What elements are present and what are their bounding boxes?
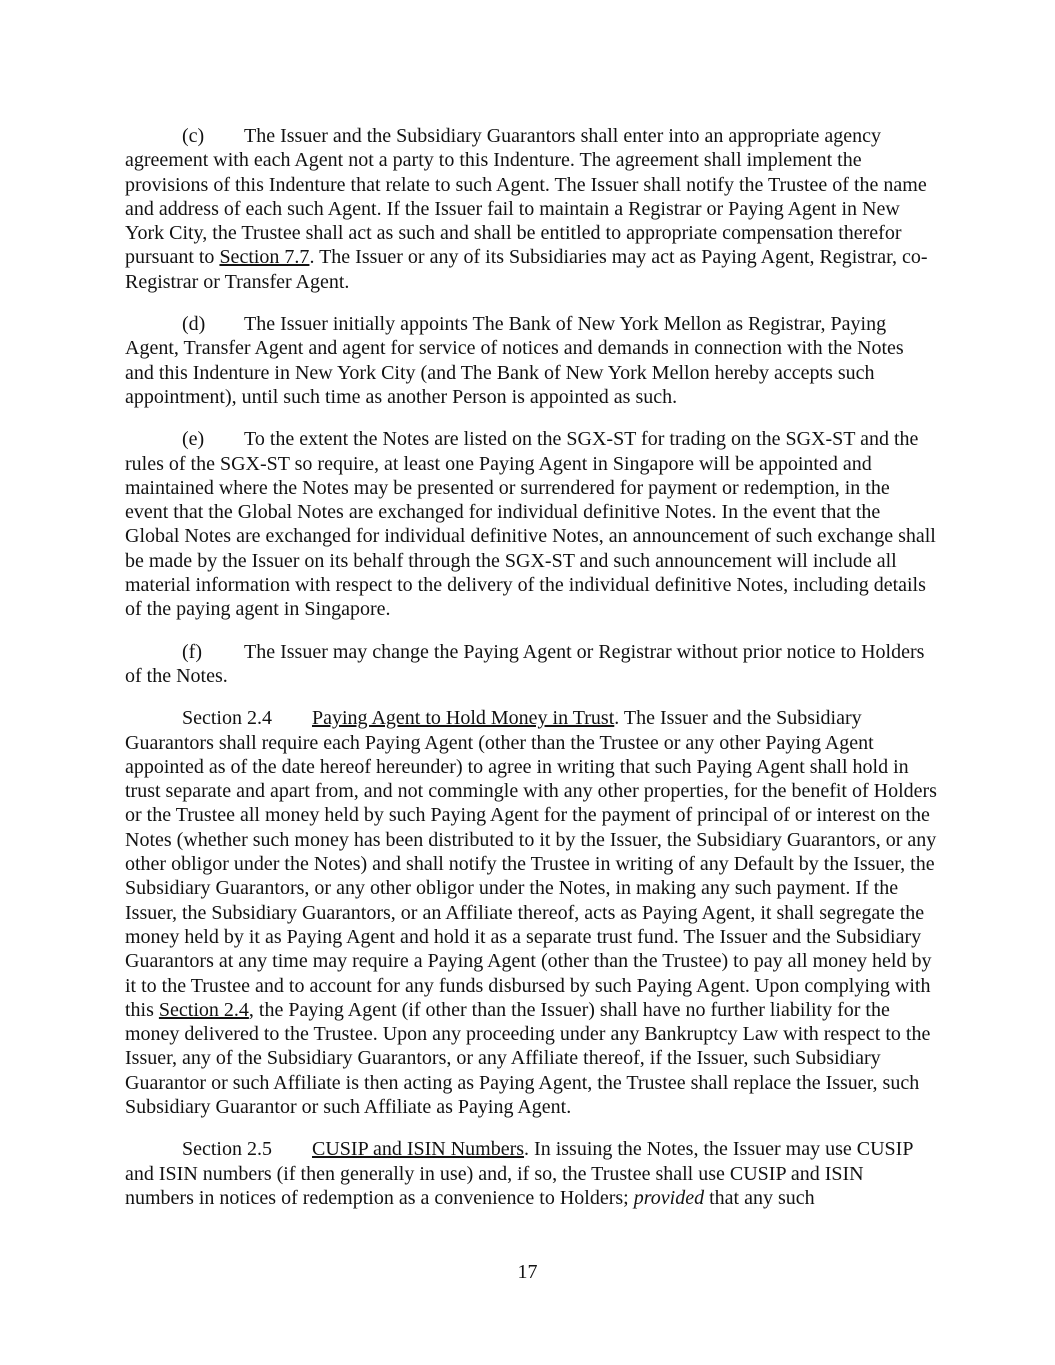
page-number: 17 bbox=[517, 1261, 538, 1283]
section-number-label: Section 2.4 bbox=[182, 707, 272, 730]
text-run: The Issuer initially appoints The Bank of New York Mellon as Registrar, Paying Agent, Transfer Agent and agent for service of notices and demands in connection with the Notes and this Indenture in New York City (and The Bank of New York Mellon hereby accepts such appointment), until such time as another Person is appointed as such. bbox=[125, 313, 904, 408]
text-run: To the extent the Notes are listed on the SGX-ST for trading on the SGX-ST and the rules of the SGX-ST so require, at least one Paying Agent in Singapore will be appointed and maintained where the Notes may be presented or surrendered for payment or redemption, in the event that the Global Notes are exchanged for individual definitive Notes. In the event that the Global Notes are exchanged for individual definitive Notes, an announcement of such exchange shall be made by the Issuer on its behalf through the SGX-ST and such announcement will include all material information with respect to the delivery of the individual definitive Notes, including details of the paying agent in Singapore. bbox=[125, 428, 936, 621]
paragraph-f bbox=[125, 640, 937, 689]
text-run: The Issuer and the Subsidiary Guarantors shall enter into an appropriate agency agreement with each Agent not a party to this Indenture. The agreement shall implement the provisions of this Indenture that relate to such Agent. The Issuer shall notify the Trustee of the name and address of each such Agent. If the Issuer fail to maintain a Registrar or Paying Agent in New York City, the Trustee shall act as such and shall be entitled to appropriate compensation therefor pursuant to bbox=[125, 125, 927, 269]
paragraph-label: (d) bbox=[182, 313, 206, 336]
text-run: . The Issuer or any of its Subsidiaries may act as Paying Agent, Registrar, co-Registrar or Transfer Agent. bbox=[125, 246, 928, 293]
text-run: that any such bbox=[704, 1186, 815, 1209]
page-content bbox=[125, 124, 937, 1210]
paragraph-d bbox=[125, 312, 937, 409]
paragraph-label: (f) bbox=[182, 640, 202, 663]
page-footer bbox=[0, 1260, 1055, 1284]
paragraph-label: (e) bbox=[182, 428, 205, 451]
section-number-label: Section 2.5 bbox=[182, 1138, 272, 1161]
text-run: . In issuing the Notes, the Issuer may use CUSIP and ISIN numbers (if then generally in use) and, if so, the Trustee shall use CUSIP and ISIN numbers in notices of redemption as a convenience to Holders; bbox=[125, 1138, 913, 1209]
paragraph-e bbox=[125, 427, 937, 621]
section-2-5-paragraph bbox=[125, 1137, 937, 1210]
section-reference: Section 2.4 bbox=[158, 998, 249, 1021]
paragraph-c bbox=[125, 124, 937, 294]
text-run: , the Paying Agent (if other than the Issuer) shall have no further liability for the money delivered to the Trustee. Upon any proceeding under any Bankruptcy Law with respect to the Issuer, any of the Subsidiary Guarantors, or any Affiliate thereof, if the Issuer, such Subsidiary Guarantor or such Affiliate is then acting as Paying Agent, the Trustee shall replace the Issuer, such Subsidiary Guarantor or such Affiliate as Paying Agent. bbox=[125, 998, 931, 1118]
text-run: The Issuer may change the Paying Agent or Registrar without prior notice to Holders of the Notes. bbox=[125, 640, 925, 687]
section-heading: CUSIP and ISIN Numbers bbox=[312, 1138, 525, 1161]
section-2-4-paragraph bbox=[125, 706, 937, 1119]
section-heading: Paying Agent to Hold Money in Trust bbox=[312, 707, 615, 730]
section-reference: Section 7.7 bbox=[219, 246, 310, 269]
italic-term: provided bbox=[633, 1186, 705, 1209]
paragraph-label: (c) bbox=[182, 125, 205, 147]
text-run: . The Issuer and the Subsidiary Guarantors shall require each Paying Agent (other than the Trustee or any other Paying Agent appointed as of the date hereof hereunder) to agree in writing that such Paying Agent shall hold in trust separate and apart from, and not commingle with any other properties, for the benefit of Holders or the Trustee all money held by such Paying Agent for the payment of principal of or interest on the Notes (whether such money has been distributed to it by the Issuer, the Subsidiary Guarantors, or any other obligor under the Notes) and shall notify the Trustee in writing of any Default by the Issuer, the Subsidiary Guarantors, or any other obligor under the Notes, in making any such payment. If the Issuer, the Subsidiary Guarantors, or an Affiliate thereof, acts as Paying Agent, it shall segregate the money held by it as Paying Agent and hold it as a separate trust fund. The Issuer and the Subsidiary Guarantors at any time may require a Paying Agent (other than the Trustee) to pay all money held by it to the Trustee and to account for any funds disbursed by such Paying Agent. Upon complying with this bbox=[125, 707, 937, 1021]
